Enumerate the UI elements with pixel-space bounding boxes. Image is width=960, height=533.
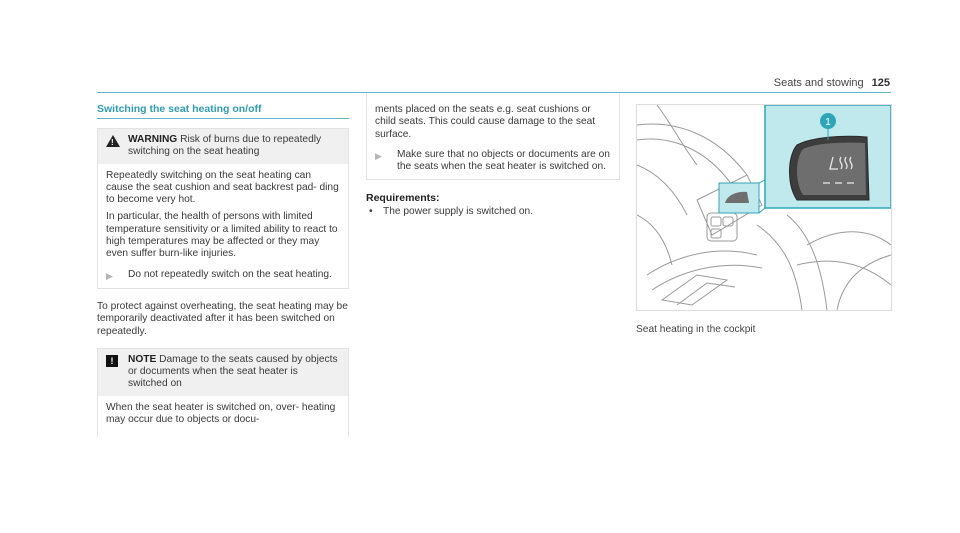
warning-para-2: In particular, the health of persons with limited temperature sensitivity or a limited ability to react to high temperatures may be affected or they may even suffer burn-like injuries. xyxy=(106,211,338,260)
warning-headline: Risk of burns due to repeatedly switching on the seat heating xyxy=(128,134,322,158)
column-left xyxy=(97,103,349,437)
note-para-1: When the seat heater is switched on, over- heating may occur due to objects or docu- xyxy=(106,401,336,426)
note-para-1-continued: ments placed on the seats e.g. seat cushions or child seats. This could cause damage to the seat surface. xyxy=(375,104,596,140)
note-headline: Damage to the seats caused by objects or documents when the seat heater is switched on xyxy=(128,353,338,390)
cockpit-illustration xyxy=(637,105,891,310)
note-box xyxy=(97,348,349,437)
note-step-text: Make sure that no objects or documents are on the seats when the seat heater is switched on. xyxy=(397,148,610,173)
running-head-section: Seats and stowing xyxy=(773,77,864,89)
requirements-title: Requirements: xyxy=(366,192,440,205)
overheat-paragraph: To protect against overheating, the seat heating may be temporarily deactivated after it has been switched on repeatedly. xyxy=(97,300,348,337)
warning-step-text: Do not repeatedly switch on the seat heating. xyxy=(128,268,332,280)
triangle-arrow-icon: ▶ xyxy=(106,270,113,281)
section-title-rule xyxy=(97,118,349,119)
note-header xyxy=(98,349,348,396)
column-middle xyxy=(366,94,620,219)
exclamation-square-icon: ! xyxy=(106,355,118,367)
warning-triangle-icon: ! xyxy=(106,134,128,159)
running-head xyxy=(774,77,890,89)
warning-step xyxy=(106,269,340,282)
figure-caption: Seat heating in the cockpit xyxy=(636,324,756,335)
note-step xyxy=(375,149,611,174)
warning-body xyxy=(98,164,348,288)
warning-box xyxy=(97,128,349,289)
callout-number: 1 xyxy=(825,117,831,128)
page-number: 125 xyxy=(871,77,890,89)
note-box-continued xyxy=(366,94,620,180)
note-body xyxy=(98,396,348,438)
warning-para-1: Repeatedly switching on the seat heating can cause the seat cushion and seat backrest pad- ding to become very hot. xyxy=(106,169,339,206)
bullet-icon: • xyxy=(369,206,373,218)
requirements-item-text: The power supply is switched on. xyxy=(383,206,534,218)
seat-heating-figure xyxy=(636,104,892,311)
triangle-arrow-icon: ▶ xyxy=(375,150,382,161)
header-rule xyxy=(97,92,891,93)
warning-label: WARNING xyxy=(128,134,178,145)
warning-header xyxy=(98,129,348,164)
note-label: NOTE xyxy=(128,353,157,365)
requirements-item xyxy=(366,206,620,218)
section-title: Switching the seat heating on/off xyxy=(97,103,262,115)
